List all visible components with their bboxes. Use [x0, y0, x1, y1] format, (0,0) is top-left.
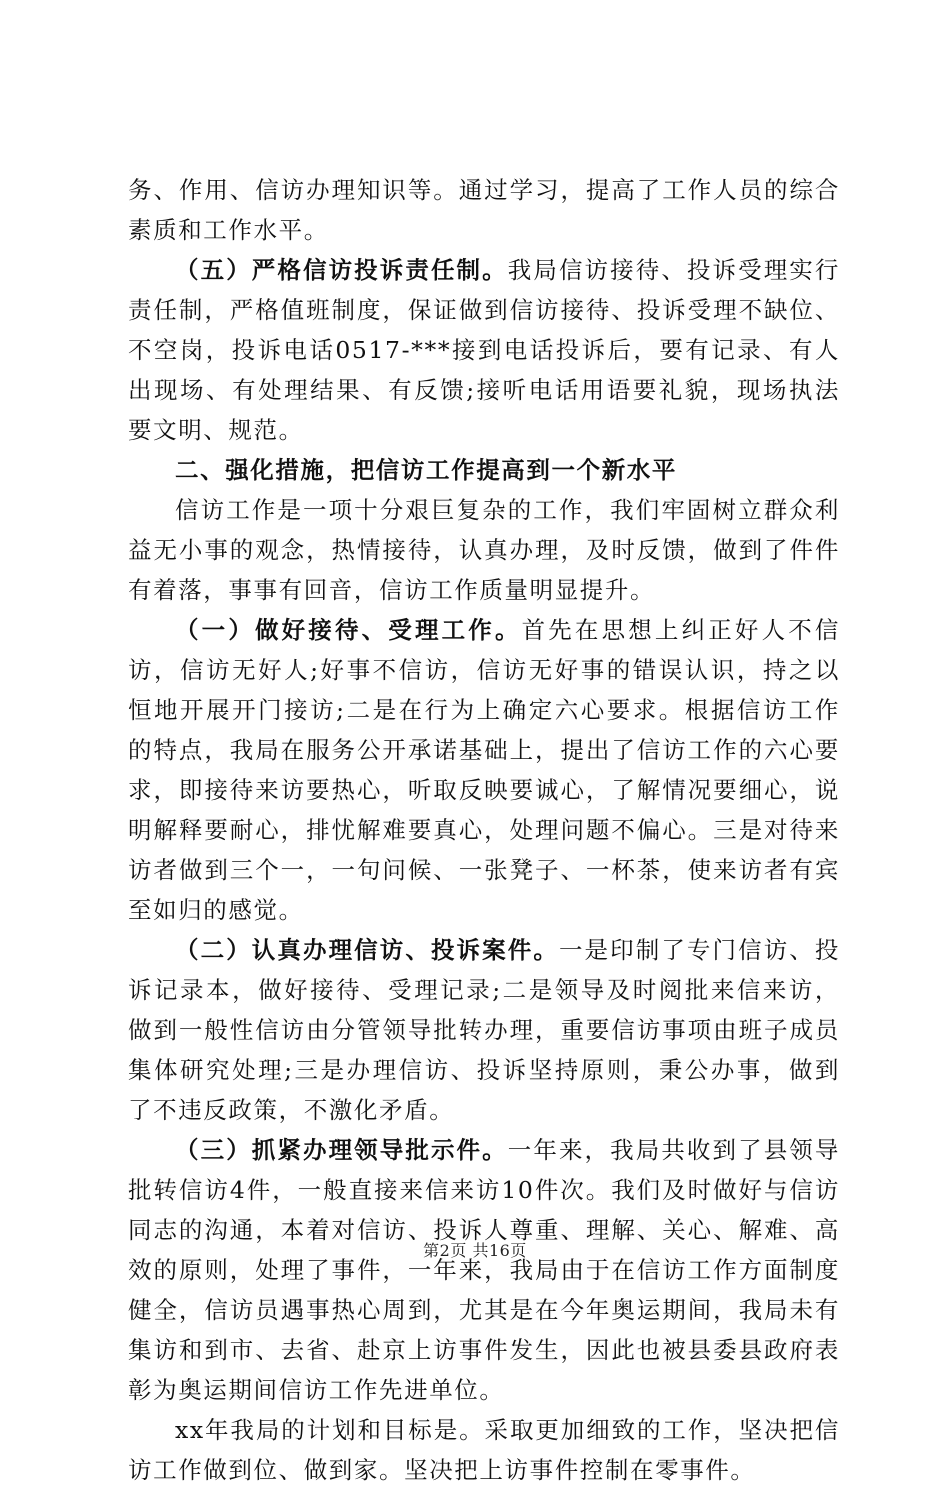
paragraph-text: 我局信访接待、投诉受理实行责任制，严格值班制度，保证做到信访接待、投诉受理不缺位、不空岗，投诉电话0517-***接到电话投诉后，要有记录、有人出现场、有处理结果、有反馈;接听电话用语要礼貌，现场执法要文明、规范。 — [128, 256, 840, 444]
paragraph-text: 首先在思想上纠正好人不信访，信访无好人;好事不信访，信访无好事的错误认识，持之以恒地开展开门接访;二是在行为上确定六心要求。根据信访工作的特点，我局在服务公开承诺基础上，提出了信访工作的六心要求，即接待来访要热心，听取反映要诚心，了解情况要细心，说明解释要耐心，排忧解难要真心，处理问题不偏心。三是对待来访者做到三个一，一句问候、一张凳子、一杯茶，使来访者有宾至如归的感觉。 — [128, 616, 840, 924]
paragraph-item-5 — [128, 250, 840, 450]
paragraph-text: xx年我局的计划和目标是。采取更加细致的工作，坚决把信访工作做到位、做到家。坚决把上访事件控制在零事件。 — [128, 1416, 840, 1484]
paragraph-heading: （五）严格信访投诉责任制。 — [175, 256, 508, 284]
paragraph-intro — [128, 490, 840, 610]
section-heading — [128, 450, 840, 490]
paragraph-text: 信访工作是一项十分艰巨复杂的工作，我们牢固树立群众利益无小事的观念，热情接待，认真办理，及时反馈，做到了件件有着落，事事有回音，信访工作质量明显提升。 — [128, 496, 840, 604]
paragraph-text: 一年来，我局共收到了县领导批转信访4件，一般直接来信来访10件次。我们及时做好与信访同志的沟通，本着对信访、投诉人尊重、理解、关心、解难、高效的原则，处理了事件，一年来，我局由于在信访工作方面制度健全，信访员遇事热心周到，尤其是在今年奥运期间，我局未有集访和到市、去省、赴京上访事件发生，因此也被县委县政府表彰为奥运期间信访工作先进单位。 — [128, 1136, 840, 1404]
paragraph-item-2 — [128, 930, 840, 1130]
paragraph-plan — [128, 1410, 840, 1490]
page-footer — [0, 1238, 950, 1261]
paragraph-heading: （一）做好接待、受理工作。 — [175, 616, 522, 644]
page-number: 第2页 共16页 — [423, 1241, 527, 1260]
paragraph-heading: （三）抓紧办理领导批示件。 — [175, 1136, 508, 1164]
paragraph-heading: （二）认真办理信访、投诉案件。 — [175, 936, 559, 964]
document-body — [128, 170, 840, 1490]
paragraph-text: 务、作用、信访办理知识等。通过学习，提高了工作人员的综合素质和工作水平。 — [128, 176, 840, 244]
paragraph-item-3 — [128, 1130, 840, 1410]
paragraph-item-1 — [128, 610, 840, 930]
paragraph-text: 一是印制了专门信访、投诉记录本，做好接待、受理记录;二是领导及时阅批来信来访，做到一般性信访由分管领导批转办理，重要信访事项由班子成员集体研究处理;三是办理信访、投诉坚持原则，秉公办事，做到了不违反政策，不激化矛盾。 — [128, 936, 840, 1124]
section-heading-text: 二、强化措施，把信访工作提高到一个新水平 — [175, 456, 677, 484]
paragraph-continuation — [128, 170, 840, 250]
